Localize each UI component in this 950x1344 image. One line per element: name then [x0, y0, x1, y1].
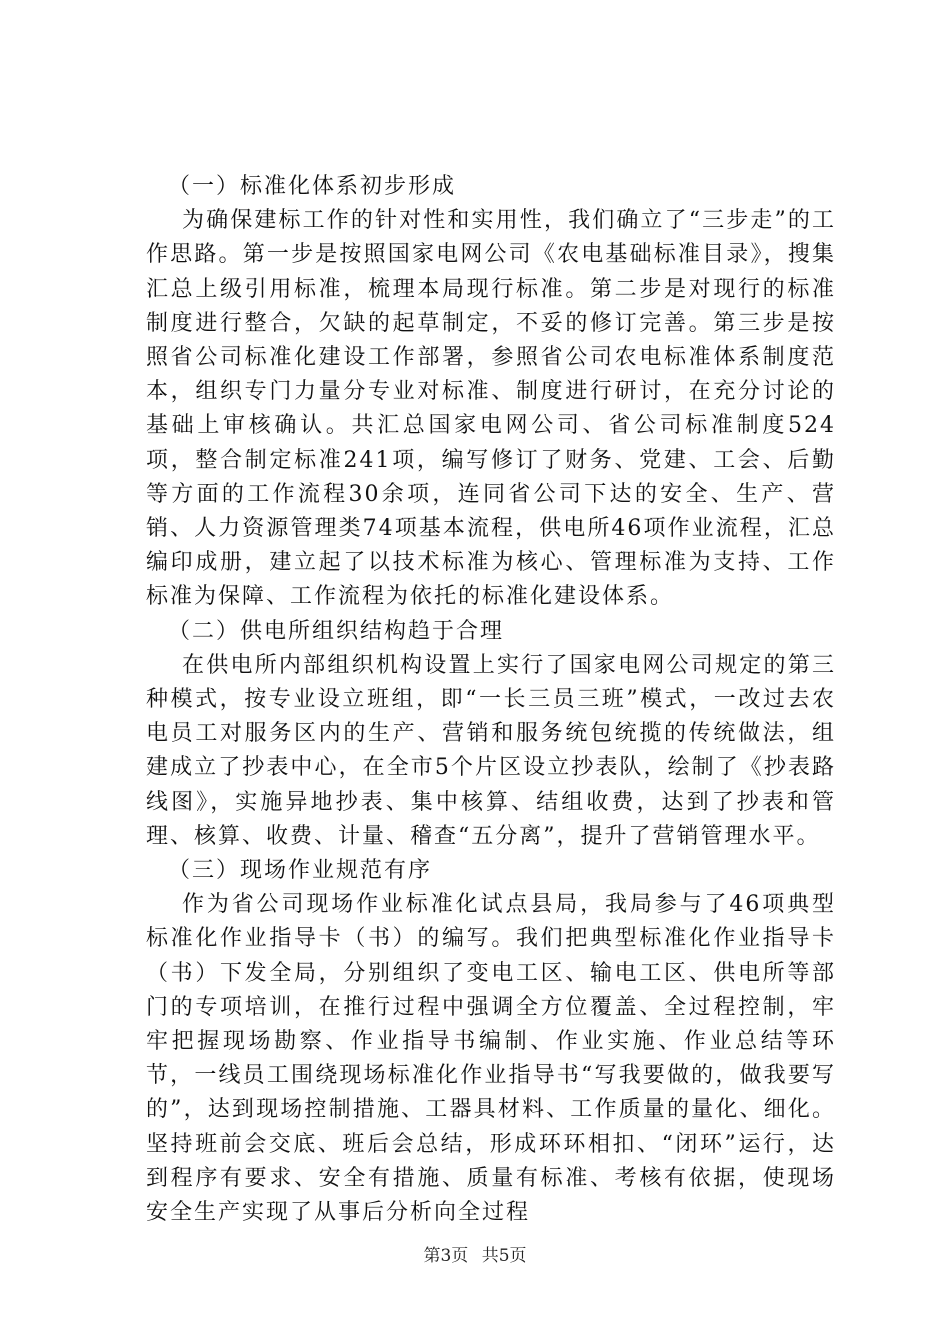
section-heading-2: （二）供电所组织结构趋于合理 [168, 618, 505, 644]
section-heading-1: （一）标准化体系初步形成 [168, 174, 457, 199]
page-total: 共5页 [481, 1246, 527, 1266]
section-paragraph-3: 作为省公司现场作业标准化试点县局，我局参与了46项典型标准化作业指导卡（书）的编写。我们把典型标准化作业指导卡（书）下发全局，分别组织了变电工区、输电工区、供电所等部门的专项培训，在推行过程中强调全方位覆盖、全过程控制，牢牢把握现场勘察、作业指导书编制、作业实施、作业总结等环节，一线员工围绕现场标准化作业指导书“写我要做的，做我要写的”，达到现场控制措施、工器具材料、工作质量的量化、细化。坚持班前会交底、班后会总结，形成环环相扣、“闭环”运行，达到程序有要求、安全有措施、质量有标准、考核有依据，使现场安全生产实现了从事后分析向全过程 [146, 892, 836, 1226]
page-footer [0, 1244, 950, 1268]
page-number: 第3页 [423, 1246, 469, 1266]
section-paragraph-2: 在供电所内部组织机构设置上实行了国家电网公司规定的第三种模式，按专业设立班组，即“一长三员三班”模式，一改过去农电员工对服务区内的生产、营销和服务统包统揽的传统做法，组建成立了抄表中心，在全市5个片区设立抄表队，绘制了《抄表路线图》，实施异地抄表、集中核算、结组收费，达到了抄表和管理、核算、收费、计量、稽查“五分离”，提升了营销管理水平。 [146, 652, 836, 849]
document-body [146, 170, 836, 1230]
section-paragraph-1: 为确保建标工作的针对性和实用性，我们确立了“三步走”的工作思路。第一步是按照国家电网公司《农电基础标准目录》，搜集汇总上级引用标准，梳理本局现行标准。第二步是对现行的标准制度进行整合，欠缺的起草制定，不妥的修订完善。第三步是按照省公司标准化建设工作部署，参照省公司农电标准体系制度范本，组织专门力量分专业对标准、制度进行研讨，在充分讨论的基础上审核确认。共汇总国家电网公司、省公司标准制度524项，整合制定标准241项，编写修订了财务、党建、工会、后勤等方面的工作流程30余项，连同省公司下达的安全、生产、营销、人力资源管理类74项基本流程，供电所46项作业流程，汇总编印成册，建立起了以技术标准为核心、管理标准为支持、工作标准为保障、工作流程为依托的标准化建设体系。 [146, 208, 836, 610]
section-heading-3: （三）现场作业规范有序 [168, 858, 433, 884]
